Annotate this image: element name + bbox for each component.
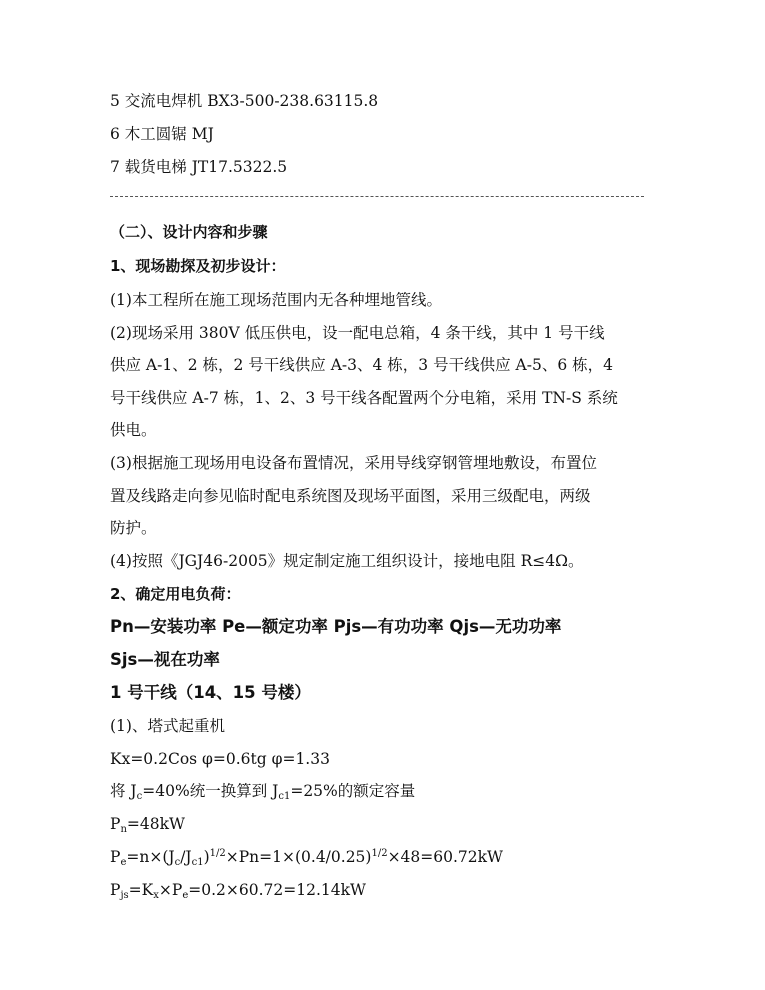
paragraph-4: (4)按照《JGJ46-2005》规定制定施工组织设计，接地电阻 R≤4Ω。 [110, 552, 584, 570]
paragraph-2-line: 号干线供应 A-7 栋，1、2、3 号干线各配置两个分电箱，采用 TN-S 系统 [110, 389, 618, 407]
definitions-line: Sjs—视在功率 [110, 650, 220, 669]
paragraph-3-line: 置及线路走向参见临时配电系统图及现场平面图，采用三级配电，两级 [110, 487, 591, 505]
equipment-title: (1)、塔式起重机 [110, 717, 225, 735]
trunk1-heading: 1 号干线（14、15 号楼） [110, 683, 311, 702]
pn-formula: $P_n=48kW$ [110, 815, 185, 835]
paragraph-2-line: 供电。 [110, 421, 157, 439]
paragraph-2-line: 供应 A-1、2 栋，2 号干线供应 A-3、4 栋，3 号干线供应 A-5、6 栋，4 [110, 356, 613, 374]
paragraph-3-line: (3)根据施工现场用电设备布置情况，采用导线穿钢管埋地敷设，布置位 [110, 454, 597, 472]
definitions-line: Pn—安装功率 Pe—额定功率 Pjs—有功功率 Qjs—无功功率 [110, 617, 562, 636]
list-item: 6 木工圆锯 MJ [110, 125, 214, 143]
pjs-formula: $P_{js}=K_x\times P_e=0.2\times 60.72=12.14kW$ [110, 881, 366, 901]
section-heading: （二）、设计内容和步骤 [110, 223, 268, 241]
paragraph-2-line: (2)现场采用 380V 低压供电，设一配电总箱，4 条干线，其中 1 号干线 [110, 324, 605, 342]
dashed-divider [110, 196, 644, 197]
step2-heading: 2、确定用电负荷： [110, 585, 241, 603]
list-item: 7 载货电梯 JT17.5322.5 [110, 158, 288, 176]
paragraph-3-line: 防护。 [110, 519, 157, 537]
kx-formula: Kx=0.2Cos φ=0.6tg φ=1.33 [110, 750, 330, 768]
paragraph-1: (1)本工程所在施工现场范围内无各种埋地管线。 [110, 291, 442, 309]
pe-formula: $P_e=n\times(J_c/J_{c1})^{1/2}\times Pn=1\times(0.4/0.25)^{1/2}\times 48=60.72kW$ [110, 848, 503, 868]
conversion-formula: 将 $J_c=40\%$统一换算到 $J_{c1}=25\%$的额定容量 [110, 782, 416, 802]
list-item: 5 交流电焊机 BX3-500-238.63115.8 [110, 92, 379, 110]
step1-heading: 1、现场勘探及初步设计： [110, 257, 286, 275]
